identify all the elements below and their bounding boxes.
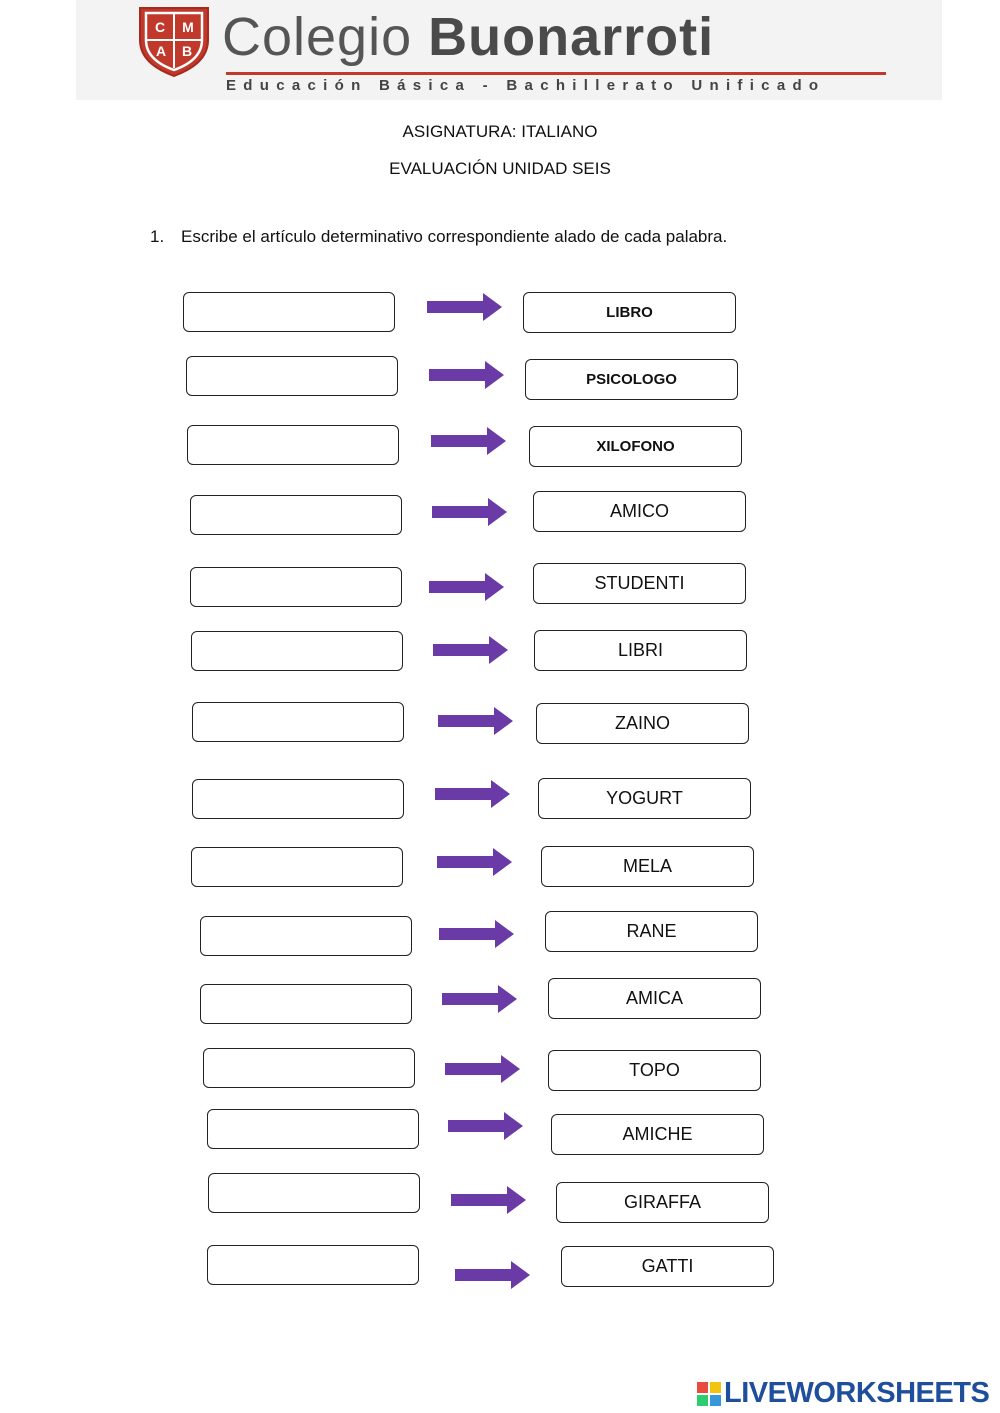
answer-input-box[interactable] xyxy=(207,1109,419,1149)
word-label-amico: AMICO xyxy=(533,491,746,532)
answer-input-box[interactable] xyxy=(187,425,399,465)
word-label-amica: AMICA xyxy=(548,978,761,1019)
answer-input-box[interactable] xyxy=(192,702,404,742)
right-arrow-icon xyxy=(429,360,505,390)
liveworksheets-logo xyxy=(697,1377,989,1410)
word-label-mela: MELA xyxy=(541,846,754,887)
right-arrow-icon xyxy=(429,572,505,602)
word-label-topo: TOPO xyxy=(548,1050,761,1091)
question-number: 1. xyxy=(150,227,165,246)
right-arrow-icon xyxy=(433,635,509,665)
word-label-yogurt: YOGURT xyxy=(538,778,751,819)
right-arrow-icon xyxy=(431,426,507,456)
word-label-psicologo: PSICOLOGO xyxy=(525,359,738,400)
answer-input-box[interactable] xyxy=(191,847,403,887)
answer-input-box[interactable] xyxy=(183,292,395,332)
question-text: Escribe el artículo determinativo correspondiente alado de cada palabra. xyxy=(181,227,728,246)
right-arrow-icon xyxy=(448,1111,524,1141)
liveworksheets-brand: LIVEWORKSHEETS xyxy=(724,1377,990,1409)
school-name-second: Buonarroti xyxy=(428,7,715,67)
right-arrow-icon xyxy=(438,706,514,736)
word-label-rane: RANE xyxy=(545,911,758,952)
answer-input-box[interactable] xyxy=(192,779,404,819)
right-arrow-icon xyxy=(439,919,515,949)
answer-input-box[interactable] xyxy=(200,916,412,956)
right-arrow-icon xyxy=(451,1185,527,1215)
question-instruction xyxy=(150,227,727,247)
right-arrow-icon xyxy=(427,292,503,322)
right-arrow-icon xyxy=(445,1054,521,1084)
answer-input-box[interactable] xyxy=(208,1173,420,1213)
logo-letter-c: C xyxy=(154,19,166,35)
header-divider xyxy=(226,72,886,75)
word-label-xilofono: XILOFONO xyxy=(529,426,742,467)
school-subtitle: Educación Básica - Bachillerato Unificado xyxy=(226,77,826,94)
liveworksheets-icon xyxy=(697,1382,721,1406)
logo-letter-a: A xyxy=(155,43,167,59)
word-label-libri: LIBRI xyxy=(534,630,747,671)
right-arrow-icon xyxy=(435,779,511,809)
school-shield-logo xyxy=(134,4,214,78)
answer-input-box[interactable] xyxy=(203,1048,415,1088)
school-name xyxy=(222,6,714,68)
logo-letter-m: M xyxy=(182,19,194,35)
answer-input-box[interactable] xyxy=(190,567,402,607)
answer-input-box[interactable] xyxy=(190,495,402,535)
word-label-zaino: ZAINO xyxy=(536,703,749,744)
answer-input-box[interactable] xyxy=(186,356,398,396)
right-arrow-icon xyxy=(432,497,508,527)
word-label-giraffa: GIRAFFA xyxy=(556,1182,769,1223)
subject-title: ASIGNATURA: ITALIANO xyxy=(402,122,598,141)
word-label-studenti: STUDENTI xyxy=(533,563,746,604)
answer-input-box[interactable] xyxy=(207,1245,419,1285)
word-label-amiche: AMICHE xyxy=(551,1114,764,1155)
answer-input-box[interactable] xyxy=(200,984,412,1024)
word-label-gatti: GATTI xyxy=(561,1246,774,1287)
right-arrow-icon xyxy=(437,847,513,877)
word-label-libro: LIBRO xyxy=(523,292,736,333)
school-name-first: Colegio xyxy=(222,7,413,67)
logo-letter-b: B xyxy=(181,43,193,59)
answer-input-box[interactable] xyxy=(191,631,403,671)
right-arrow-icon xyxy=(442,984,518,1014)
evaluation-title: EVALUACIÓN UNIDAD SEIS xyxy=(389,159,611,178)
right-arrow-icon xyxy=(455,1260,531,1290)
